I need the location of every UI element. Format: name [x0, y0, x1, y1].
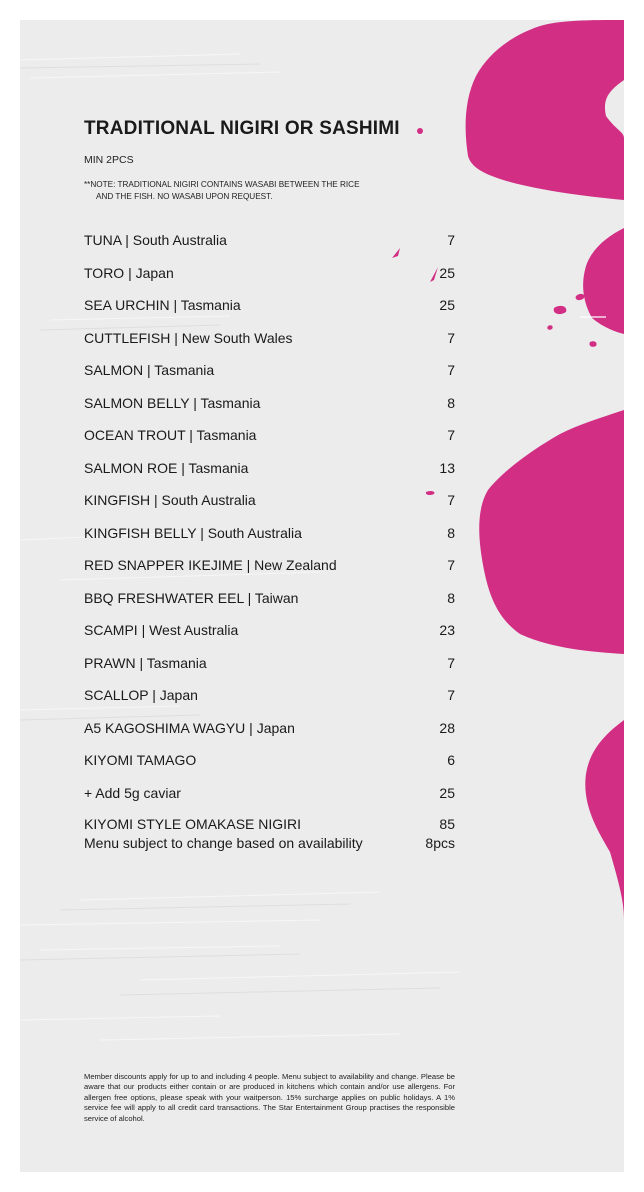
menu-item-name: SALMON ROE | Tasmania: [84, 459, 249, 476]
menu-item-name: KINGFISH | South Australia: [84, 492, 256, 508]
menu-item-price: 7: [447, 329, 455, 346]
menu-item-name: KIYOMI TAMAGO: [84, 752, 197, 768]
menu-item-price: 7: [447, 362, 455, 378]
menu-item-name: TUNA | South Australia: [84, 232, 227, 248]
menu-item-price: 7: [447, 427, 455, 443]
menu-item-name: + Add 5g caviar: [84, 784, 181, 801]
omakase-pieces: 8pcs: [425, 835, 455, 851]
menu-item: [84, 295, 455, 328]
menu-item-price: 7: [447, 687, 455, 703]
omakase-detail-row: [84, 835, 455, 854]
menu-item: [84, 750, 455, 783]
menu-item: [84, 555, 455, 588]
menu-item-price: 23: [439, 622, 455, 638]
wasabi-note-line-2: AND THE FISH. NO WASABI UPON REQUEST.: [96, 192, 273, 201]
menu-item-price: 13: [439, 459, 455, 476]
menu-item-price: 6: [447, 752, 455, 768]
menu-item-name: PRAWN | Tasmania: [84, 654, 207, 671]
menu-item-name: A5 KAGOSHIMA WAGYU | Japan: [84, 719, 295, 736]
menu-item: [84, 263, 455, 296]
menu-item-price: 25: [439, 784, 455, 801]
menu-item: [84, 425, 455, 458]
menu-item: [84, 685, 455, 718]
menu-item-name: KINGFISH BELLY | South Australia: [84, 524, 302, 541]
menu-item: [84, 783, 455, 816]
omakase-name: KIYOMI STYLE OMAKASE NIGIRI: [84, 816, 302, 832]
menu-item: [84, 393, 455, 426]
menu-item-name: SEA URCHIN | Tasmania: [84, 297, 241, 313]
menu-item: [84, 328, 455, 361]
footer-disclaimer: Member discounts apply for up to and including 4 people. Menu subject to availability and change. Please be aware that our products either contain or are produced in kitchens which contain and/or use allergens. For allergen free options, please speak with your waitperson. 15% surcharge applies on public holidays. A 1% service fee will apply to all credit card transactions. The Star Entertainment Group practises the responsible service of alcohol.: [84, 1072, 455, 1123]
menu-item-name: SALMON BELLY | Tasmania: [84, 394, 261, 411]
menu-item-price: 25: [439, 297, 455, 313]
menu-item: [84, 490, 455, 523]
menu-item-name: CUTTLEFISH | New South Wales: [84, 329, 293, 346]
menu-item-name: SALMON | Tasmania: [84, 362, 215, 378]
menu-page: [20, 20, 624, 1172]
menu-item: [84, 360, 455, 393]
menu-item-price: 8: [447, 394, 455, 411]
menu-item: [84, 458, 455, 491]
menu-item-price: 25: [439, 264, 455, 281]
wasabi-note-line-1: **NOTE: TRADITIONAL NIGIRI CONTAINS WASABI BETWEEN THE RICE: [84, 180, 360, 189]
menu-item: [84, 588, 455, 621]
omakase-price: 85: [439, 816, 455, 832]
menu-item-price: 7: [447, 654, 455, 671]
menu-item-price: 7: [447, 492, 455, 508]
menu-item-name: OCEAN TROUT | Tasmania: [84, 427, 257, 443]
omakase-title-row: [84, 816, 455, 835]
menu-item-price: 7: [447, 557, 455, 573]
menu-item-price: 28: [439, 719, 455, 736]
menu-item-name: SCALLOP | Japan: [84, 687, 198, 703]
menu-item-price: 8: [447, 589, 455, 606]
wasabi-note: [84, 179, 414, 203]
menu-item-name: SCAMPI | West Australia: [84, 622, 239, 638]
menu-item-price: 8: [447, 524, 455, 541]
menu-list: [84, 230, 455, 815]
menu-item: [84, 523, 455, 556]
menu-item-name: BBQ FRESHWATER EEL | Taiwan: [84, 589, 299, 606]
menu-item-price: 7: [447, 232, 455, 248]
menu-item: [84, 230, 455, 263]
minimum-order-label: MIN 2PCS: [84, 154, 134, 166]
omakase-item: [84, 816, 455, 854]
page-title: TRADITIONAL NIGIRI OR SASHIMI: [84, 118, 400, 139]
menu-item-name: TORO | Japan: [84, 264, 174, 281]
menu-item: [84, 718, 455, 751]
menu-item: [84, 620, 455, 653]
menu-item: [84, 653, 455, 686]
omakase-subtext: Menu subject to change based on availability: [84, 835, 363, 851]
title-accent-dot: [417, 128, 423, 134]
menu-item-name: RED SNAPPER IKEJIME | New Zealand: [84, 557, 337, 573]
